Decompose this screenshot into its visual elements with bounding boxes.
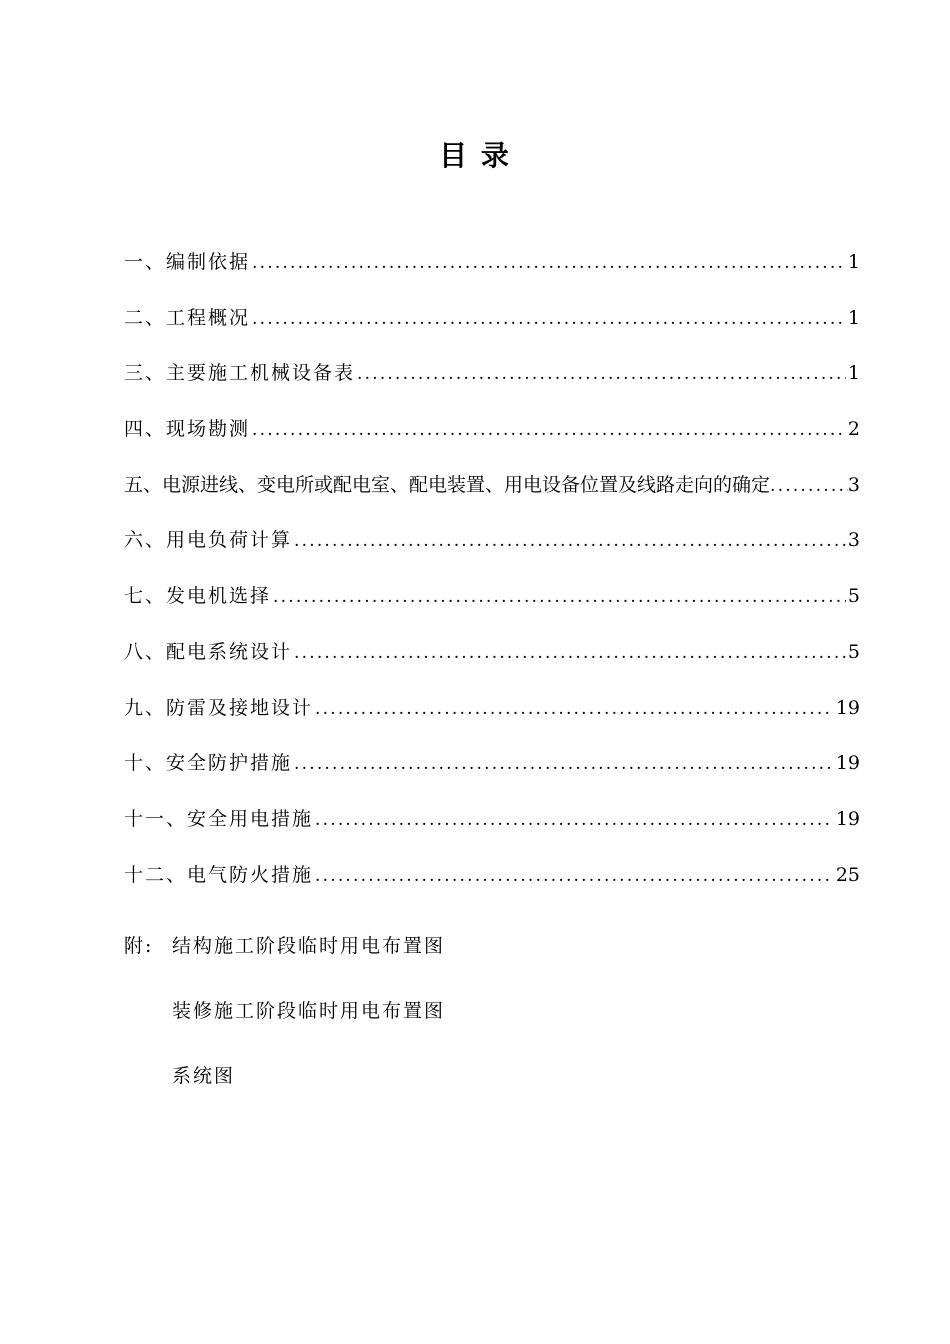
toc-leader-dots xyxy=(294,746,834,782)
toc-leader-dots xyxy=(357,356,846,392)
toc-entry[interactable] xyxy=(124,690,860,746)
toc-leader-dots xyxy=(252,412,846,448)
toc-leader-dots xyxy=(770,468,848,504)
appendix-prefix: 附: xyxy=(124,935,154,957)
toc-entry[interactable] xyxy=(124,467,860,523)
toc-leader-dots xyxy=(315,691,834,727)
toc-entry-page: 3 xyxy=(847,473,860,496)
toc-leader-dots xyxy=(294,523,846,559)
toc-entry-label: 十二、电气防火措施 xyxy=(124,863,314,886)
toc-entry-label: 二、工程概况 xyxy=(124,306,251,329)
toc-entry-page: 19 xyxy=(835,696,860,719)
appendix-item[interactable] xyxy=(124,1058,824,1123)
toc-entry-page: 19 xyxy=(835,807,860,830)
toc-entry-page: 1 xyxy=(847,362,860,385)
toc-leader-dots xyxy=(294,635,846,671)
toc-entry[interactable] xyxy=(124,355,860,411)
toc-entry-label: 九、防雷及接地设计 xyxy=(124,696,314,719)
toc-entry-label: 八、配电系统设计 xyxy=(124,640,293,663)
toc-entry-label: 四、现场勘测 xyxy=(124,418,251,441)
toc-entry[interactable] xyxy=(124,857,860,913)
toc-entry-label: 十一、安全用电措施 xyxy=(124,807,314,830)
toc-entry-page: 1 xyxy=(847,251,860,273)
toc-entry-page: 3 xyxy=(847,529,860,552)
toc-entry[interactable] xyxy=(124,411,860,467)
toc-entry[interactable] xyxy=(124,300,860,356)
appendix-item[interactable] xyxy=(124,928,824,993)
toc-entry-page: 5 xyxy=(847,585,860,608)
appendix-item-label: 结构施工阶段临时用电布置图 xyxy=(172,935,446,957)
appendix-item-label: 装修施工阶段临时用电布置图 xyxy=(172,1000,446,1022)
appendix-item-label: 系统图 xyxy=(172,1065,236,1087)
toc-entry-page: 5 xyxy=(847,640,860,663)
toc-entry[interactable] xyxy=(124,745,860,801)
toc-entry-label: 一、编制依据 xyxy=(124,251,251,273)
toc-entry-label: 五、电源进线、变电所或配电室、配电装置、用电设备位置及线路走向的确定 xyxy=(124,473,771,496)
page-title: 目 录 xyxy=(439,139,511,172)
toc-entry-page: 25 xyxy=(835,863,860,886)
toc-entry-label: 六、用电负荷计算 xyxy=(124,529,293,552)
toc-entry[interactable] xyxy=(124,634,860,690)
toc-entry[interactable] xyxy=(124,244,860,300)
toc-leader-dots xyxy=(315,858,834,894)
toc-entry[interactable] xyxy=(124,801,860,857)
toc-entry-page: 19 xyxy=(835,752,860,775)
table-of-contents xyxy=(124,244,860,912)
toc-leader-dots xyxy=(252,301,846,337)
appendix-item[interactable] xyxy=(124,993,824,1058)
toc-entry[interactable] xyxy=(124,522,860,578)
toc-entry[interactable] xyxy=(124,578,860,634)
toc-entry-page: 2 xyxy=(847,418,860,441)
toc-leader-dots xyxy=(252,245,846,281)
toc-entry-label: 七、发电机选择 xyxy=(124,585,272,608)
toc-leader-dots xyxy=(315,802,834,838)
toc-entry-page: 1 xyxy=(847,306,860,329)
toc-entry-label: 十、安全防护措施 xyxy=(124,752,293,775)
appendix-list xyxy=(124,928,824,1123)
toc-leader-dots xyxy=(273,579,846,615)
toc-entry-label: 三、主要施工机械设备表 xyxy=(124,362,356,385)
